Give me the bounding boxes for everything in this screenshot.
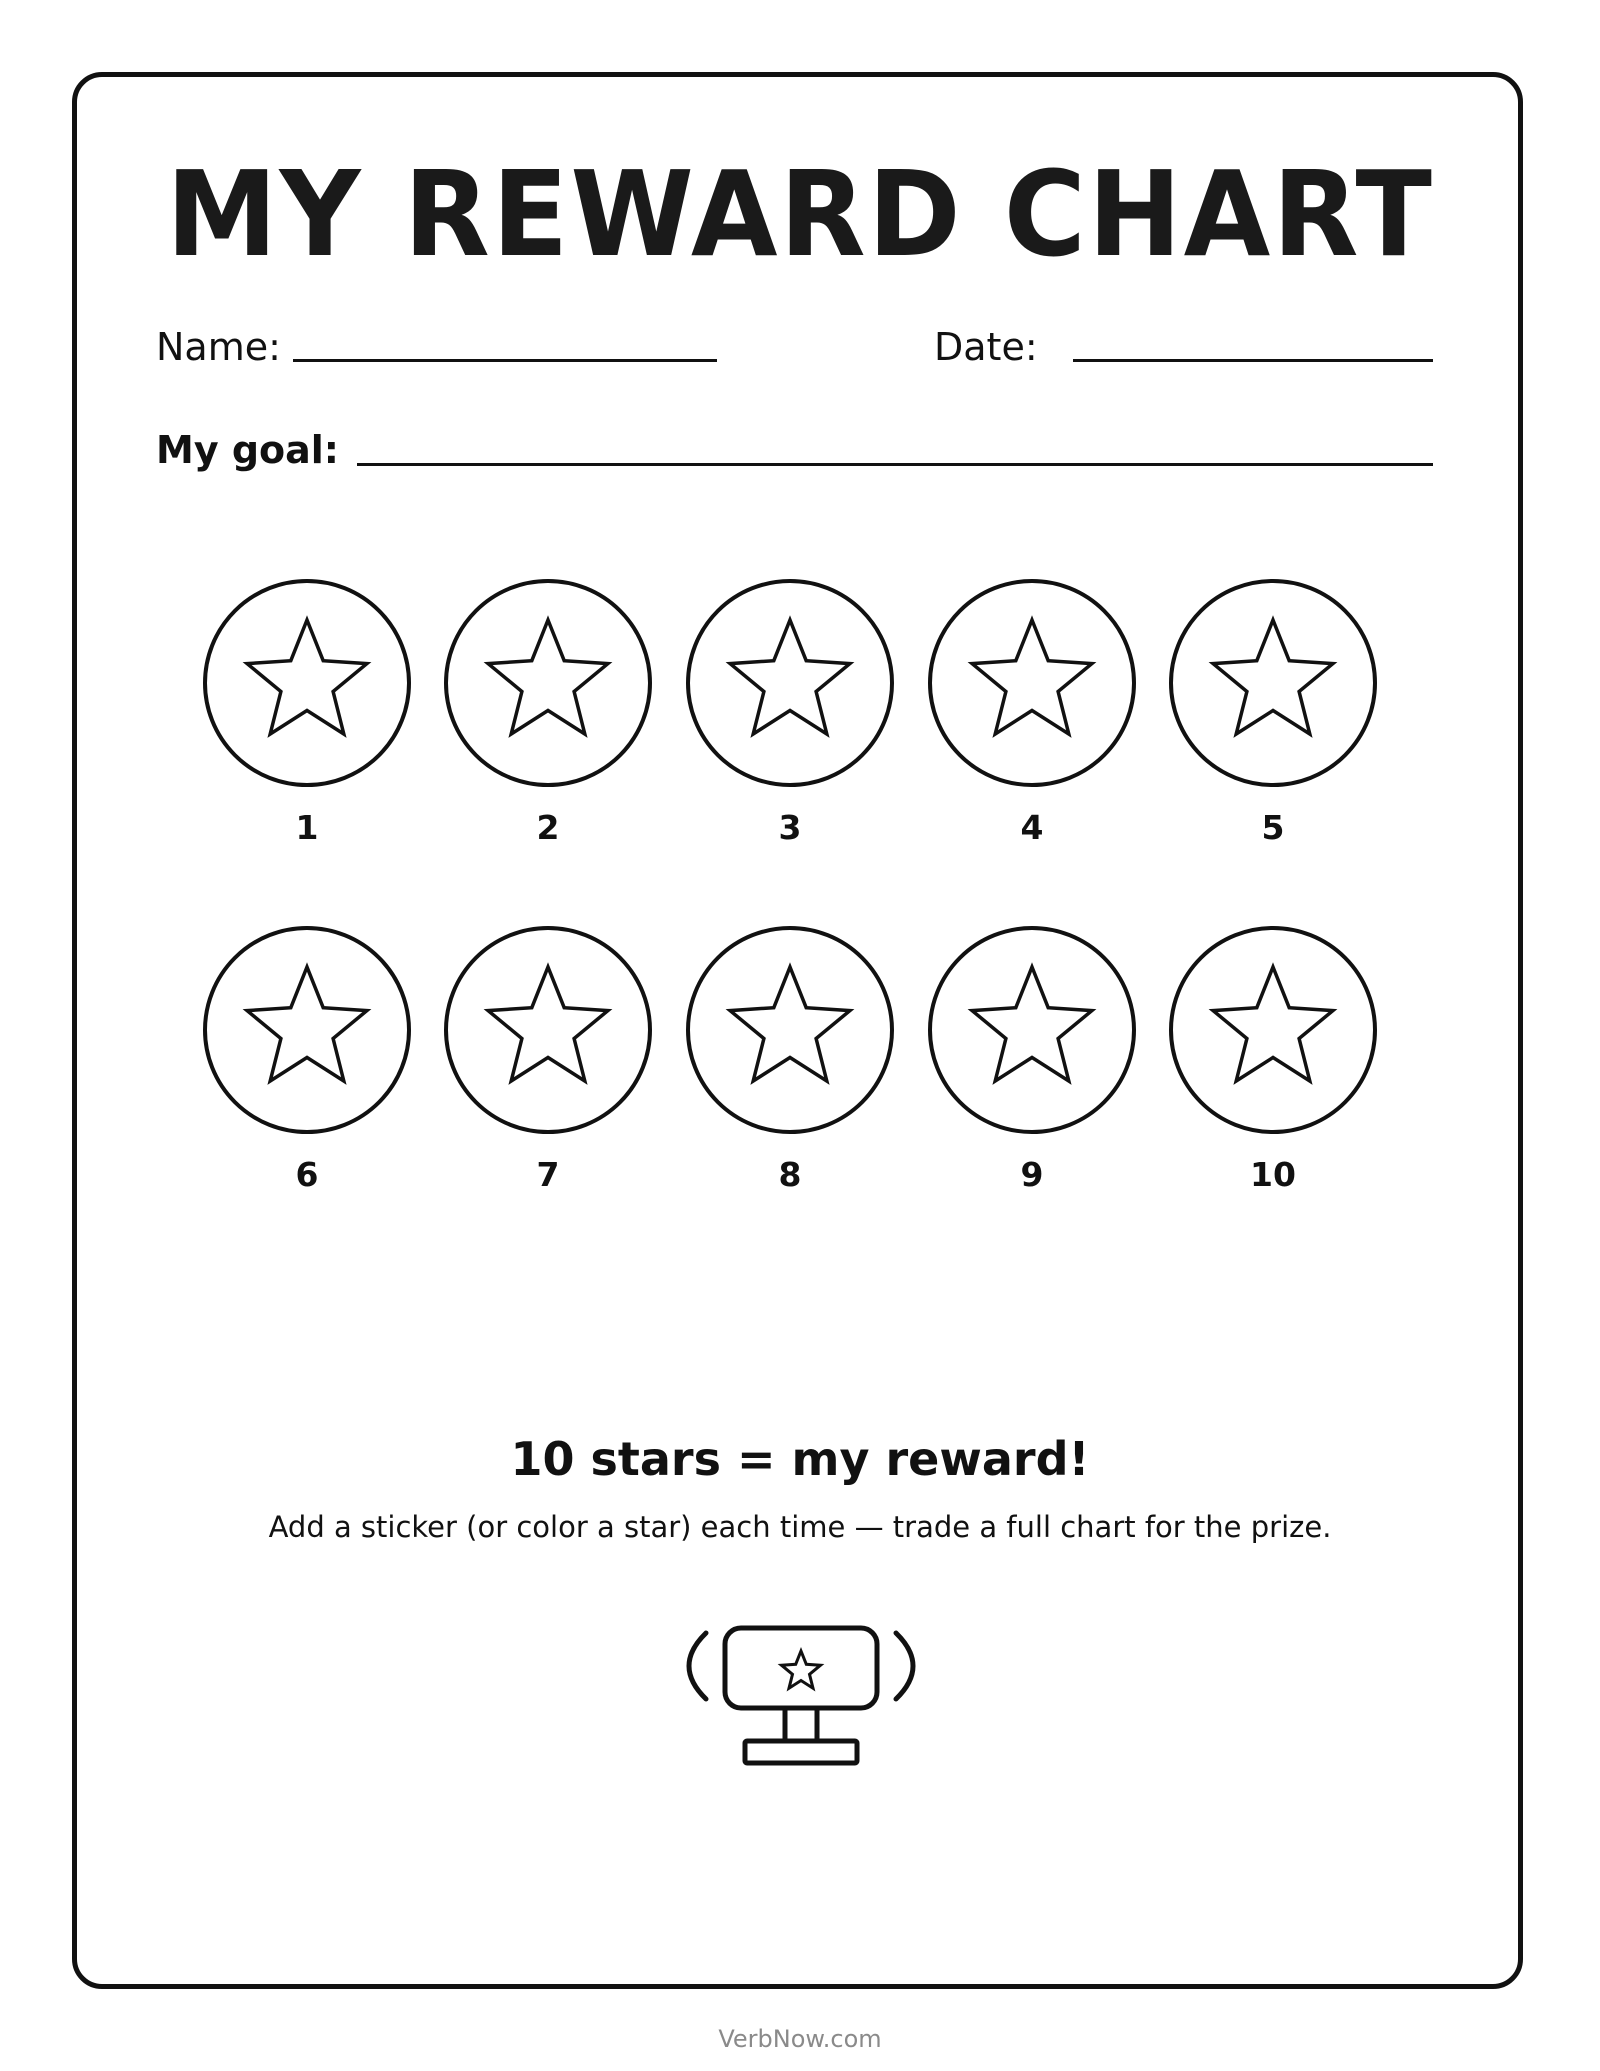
name-label: Name: (156, 325, 281, 369)
star-icon (927, 925, 1137, 1135)
date-label: Date: (934, 325, 1038, 369)
star-number-1: 1 (295, 808, 319, 847)
star-icon (202, 925, 412, 1135)
goal-field[interactable] (357, 463, 1433, 466)
star-icon (1168, 925, 1378, 1135)
page-title: MY REWARD CHART (166, 146, 1434, 284)
star-number-3: 3 (778, 808, 802, 847)
star-icon (443, 925, 653, 1135)
star-icon (685, 925, 895, 1135)
star-number-10: 10 (1250, 1155, 1296, 1194)
star-badge-3[interactable] (685, 578, 895, 788)
star-number-2: 2 (536, 808, 560, 847)
star-badge-8[interactable] (685, 925, 895, 1135)
star-icon (685, 578, 895, 788)
instruction-text: Add a sticker (or color a star) each time — trade a full chart for the prize. (268, 1510, 1332, 1544)
star-icon (202, 578, 412, 788)
star-icon (443, 578, 653, 788)
name-field[interactable] (293, 359, 717, 362)
star-number-6: 6 (295, 1155, 319, 1194)
star-badge-1[interactable] (202, 578, 412, 788)
footer-watermark: VerbNow.com (718, 2025, 882, 2053)
star-badge-9[interactable] (927, 925, 1137, 1135)
star-icon (927, 578, 1137, 788)
star-number-5: 5 (1261, 808, 1285, 847)
star-number-4: 4 (1020, 808, 1044, 847)
date-field[interactable] (1073, 359, 1433, 362)
star-number-9: 9 (1020, 1155, 1044, 1194)
star-badge-7[interactable] (443, 925, 653, 1135)
reward-text: 10 stars = my reward! (510, 1432, 1090, 1486)
star-badge-5[interactable] (1168, 578, 1378, 788)
star-badge-6[interactable] (202, 925, 412, 1135)
star-number-7: 7 (536, 1155, 560, 1194)
goal-label: My goal: (156, 428, 339, 472)
star-icon (1168, 578, 1378, 788)
star-number-8: 8 (778, 1155, 802, 1194)
star-badge-2[interactable] (443, 578, 653, 788)
star-badge-10[interactable] (1168, 925, 1378, 1135)
trophy-icon (676, 1625, 926, 1795)
star-badge-4[interactable] (927, 578, 1137, 788)
